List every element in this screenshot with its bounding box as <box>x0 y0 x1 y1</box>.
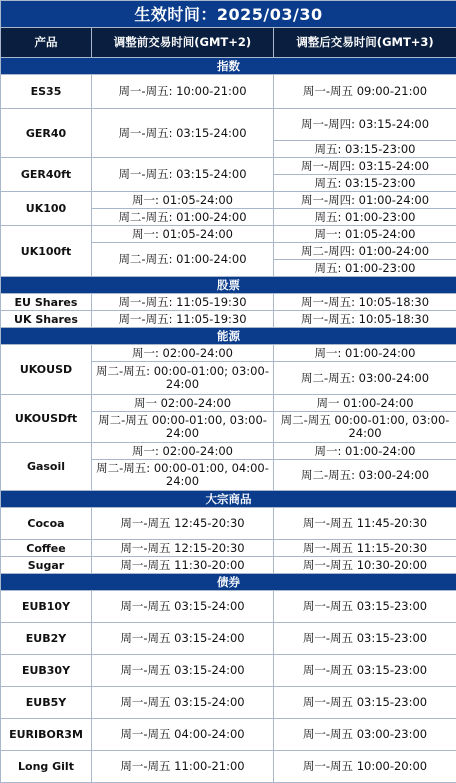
after-time: 周二-周五: 03:00-24:00 <box>274 460 456 491</box>
table-row <box>1 557 456 574</box>
before-time: 周一-周五 11:30-20:00 <box>92 557 274 574</box>
product-name-ukousdft: UKOUSDft <box>1 395 92 443</box>
before-time: 周一: 02:00-24:00 <box>92 443 274 460</box>
section-row <box>1 491 456 508</box>
product-name-cocoa: Cocoa <box>1 508 92 540</box>
table-row <box>1 294 456 311</box>
after-time: 周一-周五 03:15-23:00 <box>274 623 456 655</box>
table-row <box>1 591 456 623</box>
product-name-es35: ES35 <box>1 75 92 109</box>
header-row <box>1 28 456 58</box>
table-row <box>1 751 456 783</box>
before-time: 周一-周五 03:15-24:00 <box>92 687 274 719</box>
section-header: 股票 <box>1 277 456 294</box>
product-name-coffee: Coffee <box>1 540 92 557</box>
before-time: 周一-周五: 03:15-24:00 <box>92 109 274 158</box>
before-time: 周二-周五: 01:00-24:00 <box>92 209 274 226</box>
before-time: 周一-周五: 03:15-24:00 <box>92 158 274 192</box>
product-name-eub30y: EUB30Y <box>1 655 92 687</box>
before-time: 周二-周五: 00:00-01:00; 03:00-24:00 <box>92 362 274 395</box>
after-time: 周一: 01:00-24:00 <box>274 345 456 362</box>
after-time: 周一-周五 11:15-20:30 <box>274 540 456 557</box>
after-time: 周一-周五: 10:05-18:30 <box>274 311 456 328</box>
product-name-long-gilt: Long Gilt <box>1 751 92 783</box>
after-time: 周一-周五 03:15-23:00 <box>274 591 456 623</box>
product-name-ger40ft: GER40ft <box>1 158 92 192</box>
section-header: 能源 <box>1 328 456 345</box>
before-time: 周一-周五: 11:05-19:30 <box>92 311 274 328</box>
table-row <box>1 192 456 209</box>
after-time: 周二-周五 00:00-01:00, 03:00-24:00 <box>274 412 456 443</box>
before-time: 周一-周五: 10:00-21:00 <box>92 75 274 109</box>
table-row <box>1 655 456 687</box>
before-time: 周一-周五 03:15-24:00 <box>92 655 274 687</box>
before-time: 周一-周五 03:15-24:00 <box>92 623 274 655</box>
table-row <box>1 443 456 460</box>
after-time: 周五: 01:00-23:00 <box>274 209 456 226</box>
section-row <box>1 58 456 75</box>
before-time: 周一-周五 12:45-20:30 <box>92 508 274 540</box>
table-row <box>1 508 456 540</box>
before-time: 周一: 01:05-24:00 <box>92 226 274 243</box>
after-time: 周一-周四: 03:15-24:00 <box>274 109 456 141</box>
table-row <box>1 623 456 655</box>
before-time: 周一: 02:00-24:00 <box>92 345 274 362</box>
after-time: 周一-周五 03:00-23:00 <box>274 719 456 751</box>
table-row <box>1 158 456 175</box>
after-time: 周一-周五 03:15-23:00 <box>274 655 456 687</box>
product-name-uk100ft: UK100ft <box>1 226 92 277</box>
after-time: 周一-周五 09:00-21:00 <box>274 75 456 109</box>
before-time: 周一-周五 12:15-20:30 <box>92 540 274 557</box>
before-time: 周一: 01:05-24:00 <box>92 192 274 209</box>
product-name-eu-shares: EU Shares <box>1 294 92 311</box>
table-row <box>1 311 456 328</box>
product-name-ger40: GER40 <box>1 109 92 158</box>
after-time: 周一-周五 10:30-20:00 <box>274 557 456 574</box>
section-row <box>1 328 456 345</box>
table-row <box>1 719 456 751</box>
after-time: 周一-周四: 03:15-24:00 <box>274 158 456 175</box>
before-time: 周一 02:00-24:00 <box>92 395 274 412</box>
after-time: 周一-周五: 10:05-18:30 <box>274 294 456 311</box>
table-row <box>1 109 456 141</box>
after-time: 周一: 01:05-24:00 <box>274 226 456 243</box>
after-time: 周二-周四: 01:00-24:00 <box>274 243 456 260</box>
table-row <box>1 395 456 412</box>
after-time: 周二-周五: 03:00-24:00 <box>274 362 456 395</box>
after-time: 周一: 01:00-24:00 <box>274 443 456 460</box>
product-name-eub10y: EUB10Y <box>1 591 92 623</box>
product-name-uk-shares: UK Shares <box>1 311 92 328</box>
product-name-euribor3m: EURIBOR3M <box>1 719 92 751</box>
before-time: 周一-周五 11:00-21:00 <box>92 751 274 783</box>
section-header: 大宗商品 <box>1 491 456 508</box>
header-after: 调整后交易时间(GMT+3) <box>274 28 456 58</box>
before-time: 周一-周五 04:00-24:00 <box>92 719 274 751</box>
after-time: 周五: 01:00-23:00 <box>274 260 456 277</box>
table-row <box>1 345 456 362</box>
product-name-eub5y: EUB5Y <box>1 687 92 719</box>
product-name-gasoil: Gasoil <box>1 443 92 491</box>
product-name-eub2y: EUB2Y <box>1 623 92 655</box>
table-row <box>1 75 456 109</box>
section-row <box>1 574 456 591</box>
section-header: 债券 <box>1 574 456 591</box>
header-product: 产品 <box>1 28 92 58</box>
after-time: 周一-周五 11:45-20:30 <box>274 508 456 540</box>
before-time: 周二-周五: 01:00-24:00 <box>92 243 274 277</box>
after-time: 周一-周五 10:00-20:00 <box>274 751 456 783</box>
after-time: 周五: 03:15-23:00 <box>274 175 456 192</box>
title-row <box>1 1 456 28</box>
page-title: 生效时间：2025/03/30 <box>1 1 456 28</box>
after-time: 周一 01:00-24:00 <box>274 395 456 412</box>
table-row <box>1 687 456 719</box>
after-time: 周一-周四: 01:00-24:00 <box>274 192 456 209</box>
before-time: 周一-周五 03:15-24:00 <box>92 591 274 623</box>
header-before: 调整前交易时间(GMT+2) <box>92 28 274 58</box>
product-name-sugar: Sugar <box>1 557 92 574</box>
section-header: 指数 <box>1 58 456 75</box>
product-name-uk100: UK100 <box>1 192 92 226</box>
product-name-ukousd: UKOUSD <box>1 345 92 395</box>
section-row <box>1 277 456 294</box>
before-time: 周一-周五: 11:05-19:30 <box>92 294 274 311</box>
after-time: 周五: 03:15-23:00 <box>274 141 456 158</box>
table-row <box>1 226 456 243</box>
after-time: 周一-周五 03:15-23:00 <box>274 687 456 719</box>
table-row <box>1 540 456 557</box>
before-time: 周二-周五 00:00-01:00, 03:00-24:00 <box>92 412 274 443</box>
before-time: 周二-周五: 00:00-01:00, 04:00-24:00 <box>92 460 274 491</box>
